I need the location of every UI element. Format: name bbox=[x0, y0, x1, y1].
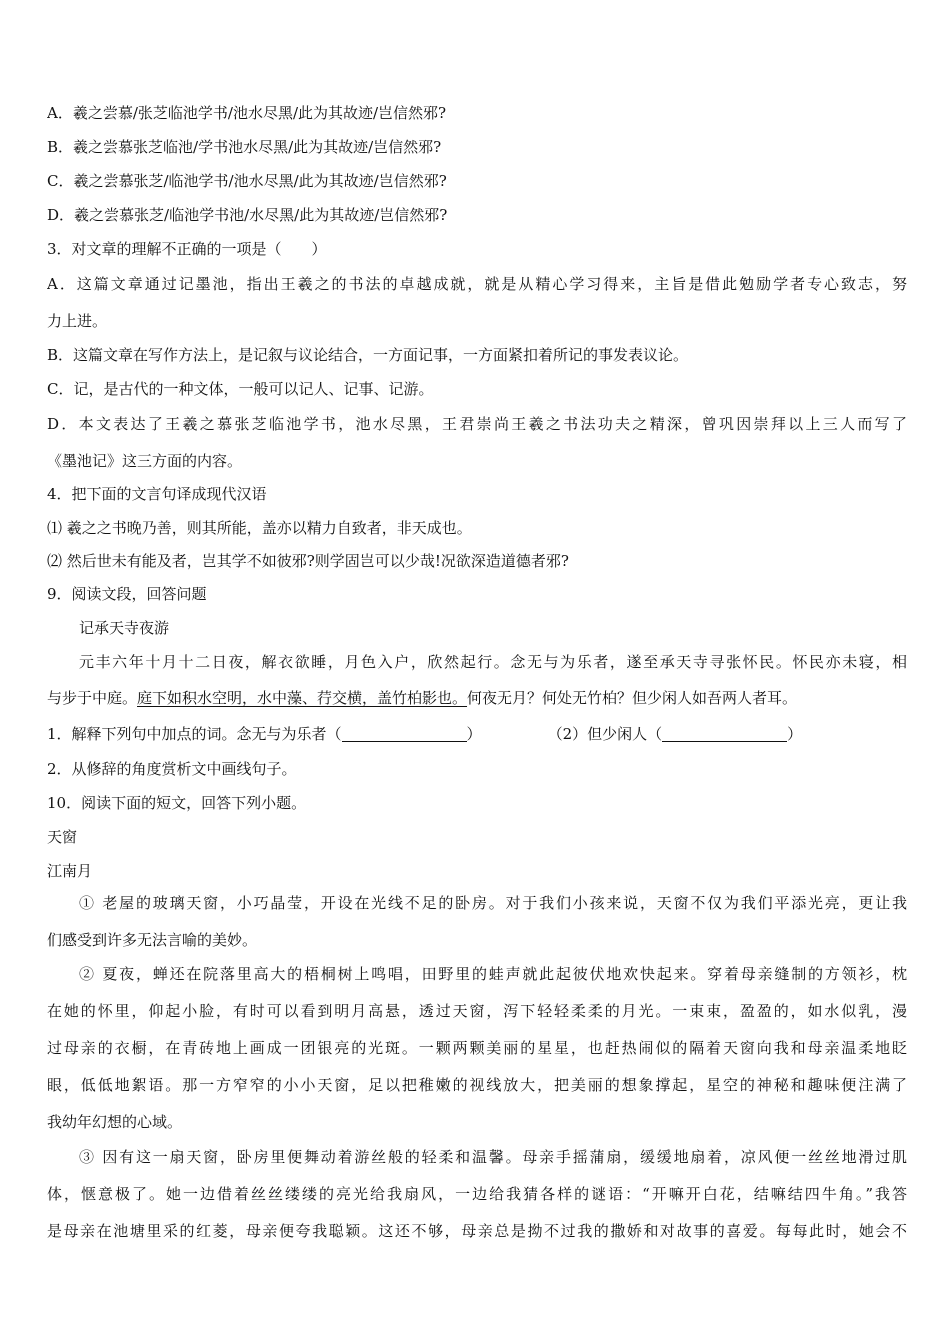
question-10-stem: 10．阅读下面的短文，回答下列小题。 bbox=[47, 794, 307, 812]
sub-2-close: ） bbox=[787, 725, 803, 743]
paragraph-3-line-2: 体，惬意极了。她一边借着丝丝缕缕的亮光给我扇风，一边给我猜各样的谜语：“开嘛开白花，结嘛结四牛角。”我答 bbox=[47, 1185, 907, 1203]
passage-line-2 bbox=[47, 687, 907, 709]
question-4-stem: 4．把下面的文言句译成现代汉语 bbox=[47, 485, 267, 503]
option-d: D．羲之尝慕张芝/临池学书池/水尽黑/此为其故迹/岂信然邪? bbox=[47, 206, 448, 224]
paragraph-2-line-4: 眼，低低地絮语。那一方窄窄的小小天窗，足以把稚嫩的视线放大，把美丽的想象撑起，星空的神秘和趣味便注满了 bbox=[47, 1076, 907, 1094]
question-3-option-d: D．本文表达了王羲之慕张芝临池学书，池水尽黑，王君崇尚王羲之书法功夫之精深，曾巩因崇拜以上三人而写了 bbox=[47, 415, 907, 433]
paragraph-2-line-5: 我幼年幻想的心域。 bbox=[47, 1113, 183, 1131]
sub-1-prompt: 1．解释下列句中加点的词。念无与为乐者（ bbox=[47, 725, 342, 743]
question-3-option-a-cont: 力上进。 bbox=[47, 312, 108, 330]
paragraph-3-line-3: 是母亲在池塘里采的红菱，母亲便夸我聪颖。这还不够，母亲总是拗不过我的撒娇和对故事的喜爱。每每此时，她会不 bbox=[47, 1222, 907, 1240]
question-3-stem: 3．对文章的理解不正确的一项是（ ） bbox=[47, 240, 327, 258]
question-4-sentence-1: ⑴ 羲之之书晚乃善，则其所能，盖亦以精力自致者，非天成也。 bbox=[47, 519, 472, 537]
paragraph-2-line-2: 在她的怀里，仰起小脸，有时可以看到明月高悬，透过天窗，泻下轻轻柔柔的月光。一束束，盈盈的，如水似乳，漫 bbox=[47, 1002, 907, 1020]
passage-line-1: 元丰六年十月十二日夜，解衣欲睡，月色入户，欣然起行。念无与为乐者，遂至承天寺寻张怀民。怀民亦未寝，相 bbox=[79, 653, 907, 671]
passage-line-2-start: 与步于中庭。 bbox=[47, 689, 138, 707]
paragraph-1-line-2: 们感受到许多无法言喻的美妙。 bbox=[47, 931, 258, 949]
paragraph-2-line-3: 过母亲的衣橱，在青砖地上画成一团银亮的光斑。一颗两颗美丽的星星，也赶热闹似的隔着天窗向我和母亲温柔地眨 bbox=[47, 1039, 907, 1057]
question-3-option-b: B．这篇文章在写作方法上，是记叙与议论结合，一方面记事，一方面紧扣着所记的事发表议论。 bbox=[47, 346, 689, 364]
option-a: A．羲之尝慕/张芝临池学书/池水尽黑/此为其故迹/岂信然邪? bbox=[47, 104, 447, 122]
passage-line-2-end: 何夜无月？何处无竹柏？但少闲人如吾两人者耳。 bbox=[467, 689, 798, 707]
sub-1-close: ） bbox=[466, 725, 482, 743]
question-9-sub-1 bbox=[47, 723, 907, 745]
paragraph-2-line-1: ② 夏夜，蝉还在院落里高大的梧桐树上鸣唱，田野里的蛙声就此起彼伏地欢快起来。穿着母亲缝制的方领衫，枕 bbox=[79, 965, 907, 983]
article-title: 天窗 bbox=[47, 828, 78, 846]
question-3-option-a: A．这篇文章通过记墨池，指出王羲之的书法的卓越成就，就是从精心学习得来，主旨是借此勉励学者专心致志，努 bbox=[47, 275, 907, 293]
paragraph-1-line-1: ① 老屋的玻璃天窗，小巧晶莹，开设在光线不足的卧房。对于我们小孩来说，天窗不仅为我们平添光亮，更让我 bbox=[79, 894, 907, 912]
question-9-sub-2: 2．从修辞的角度赏析文中画线句子。 bbox=[47, 760, 297, 778]
sub-2-prompt: （2）但少闲人（ bbox=[547, 725, 663, 743]
question-3-option-d-cont: 《墨池记》这三方面的内容。 bbox=[47, 452, 243, 470]
question-9-stem: 9．阅读文段，回答问题 bbox=[47, 585, 207, 603]
underlined-sentence: 庭下如积水空明，水中藻、荇交横，盖竹柏影也。 bbox=[137, 689, 468, 707]
option-c: C．羲之尝慕张芝/临池学书/池水尽黑/此为其故迹/岂信然邪? bbox=[47, 172, 447, 190]
option-b: B．羲之尝慕张芝临池/学书池水尽黑/此为其故迹/岂信然邪? bbox=[47, 138, 442, 156]
question-4-sentence-2: ⑵ 然后世未有能及者，岂其学不如彼邪?则学固岂可以少哉!况欲深造道德者邪? bbox=[47, 552, 569, 570]
article-author: 江南月 bbox=[47, 862, 93, 880]
paragraph-3-line-1: ③ 因有这一扇天窗，卧房里便舞动着游丝般的轻柔和温馨。母亲手摇蒲扇，缓缓地扇着，凉风便一丝丝地滑过肌 bbox=[79, 1148, 907, 1166]
passage-title: 记承天寺夜游 bbox=[79, 619, 170, 637]
question-3-option-c: C．记，是古代的一种文体，一般可以记人、记事、记游。 bbox=[47, 380, 434, 398]
answer-blank-2[interactable] bbox=[662, 727, 787, 742]
answer-blank-1[interactable] bbox=[342, 727, 467, 742]
